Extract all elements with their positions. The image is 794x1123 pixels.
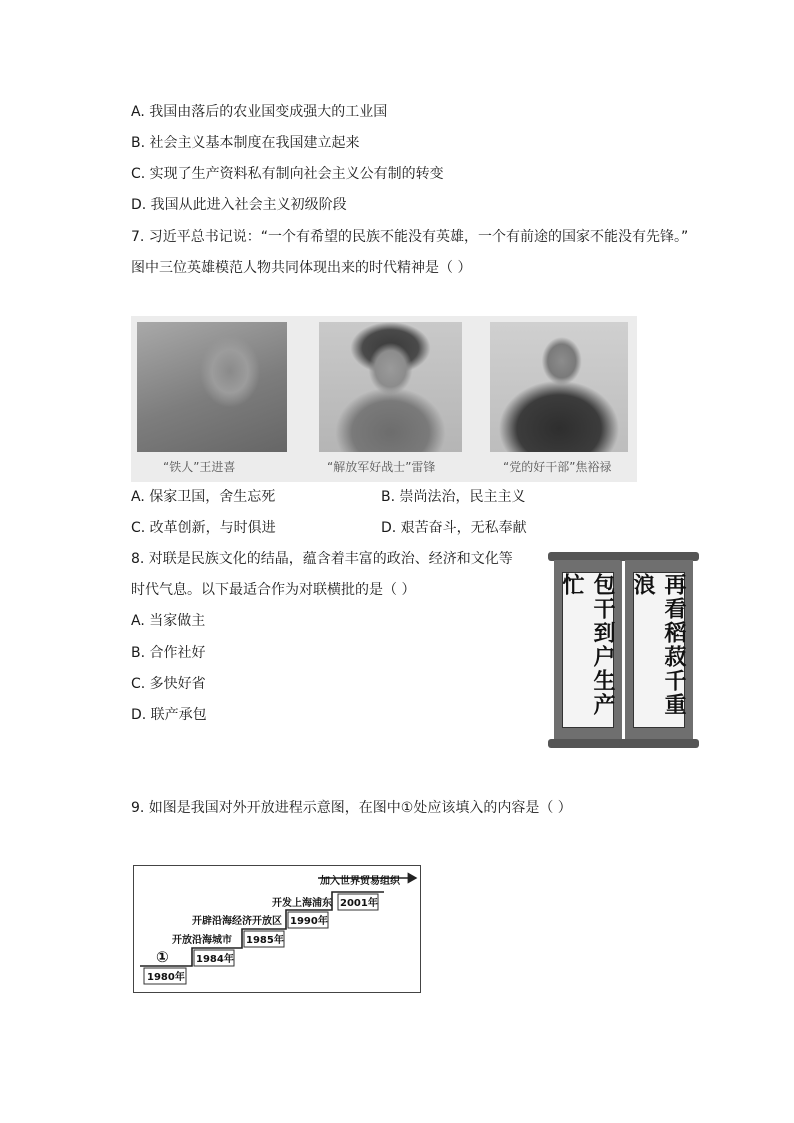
photo-lei-feng	[319, 322, 462, 452]
step-label-1985: 开辟沿海经济开放区	[192, 916, 282, 927]
blank-marker: ①	[156, 948, 169, 966]
q6-option-d: D. 我国从此进入社会主义初级阶段	[131, 197, 347, 213]
year-2001: 2001年	[340, 898, 378, 909]
q8-stem-line2: 时代气息。以下最适合作为对联横批的是（ ）	[131, 582, 416, 598]
couplet-left-text: 包干到户生产忙	[559, 573, 616, 717]
couplet-right-text: 再看稻菽千重浪	[630, 573, 687, 717]
q6-option-c: C. 实现了生产资料私有制向社会主义公有制的转变	[131, 166, 444, 182]
couplet-scroll-right	[623, 552, 695, 748]
opening-up-staircase-diagram	[133, 865, 421, 993]
q7-option-b: B. 崇尚法治，民主主义	[381, 489, 526, 505]
caption-wang-jinxi: “铁人”王进喜	[163, 460, 236, 474]
q8-option-c: C. 多快好省	[131, 676, 206, 692]
q7-stem-line2: 图中三位英雄模范人物共同体现出来的时代精神是（ ）	[131, 260, 472, 276]
step-label-2001: 加入世界贸易组织	[320, 876, 400, 887]
photo-wang-jinxi	[137, 322, 287, 452]
q8-option-b: B. 合作社好	[131, 645, 206, 661]
q7-photo-strip	[131, 316, 637, 482]
step-label-1990: 开发上海浦东	[272, 898, 332, 909]
q9-stem: 9. 如图是我国对外开放进程示意图，在图中①处应该填入的内容是（ ）	[131, 800, 572, 816]
q7-stem-line1: 7. 习近平总书记说：“一个有希望的民族不能没有英雄，一个有前途的国家不能没有先锋。”	[131, 229, 689, 245]
year-1985: 1985年	[246, 935, 284, 946]
q8-option-a: A. 当家做主	[131, 613, 206, 629]
q7-option-c: C. 改革创新，与时俱进	[131, 520, 276, 536]
q6-option-a: A. 我国由落后的农业国变成强大的工业国	[131, 104, 388, 120]
step-label-1984: 开放沿海城市	[172, 935, 232, 946]
photo-jiao-yulu	[490, 322, 628, 452]
q7-option-a: A. 保家卫国，舍生忘死	[131, 489, 276, 505]
couplet-scroll-left	[552, 552, 624, 748]
q7-option-d: D. 艰苦奋斗，无私奉献	[381, 520, 527, 536]
year-1980: 1980年	[147, 972, 185, 983]
q8-stem-line1: 8. 对联是民族文化的结晶，蕴含着丰富的政治、经济和文化等	[131, 551, 513, 567]
q6-option-b: B. 社会主义基本制度在我国建立起来	[131, 135, 360, 151]
year-1984: 1984年	[196, 954, 234, 965]
q8-option-d: D. 联产承包	[131, 707, 207, 723]
year-1990: 1990年	[290, 916, 328, 927]
caption-lei-feng: “解放军好战士”雷锋	[327, 460, 436, 474]
caption-jiao-yulu: “党的好干部”焦裕禄	[503, 460, 612, 474]
